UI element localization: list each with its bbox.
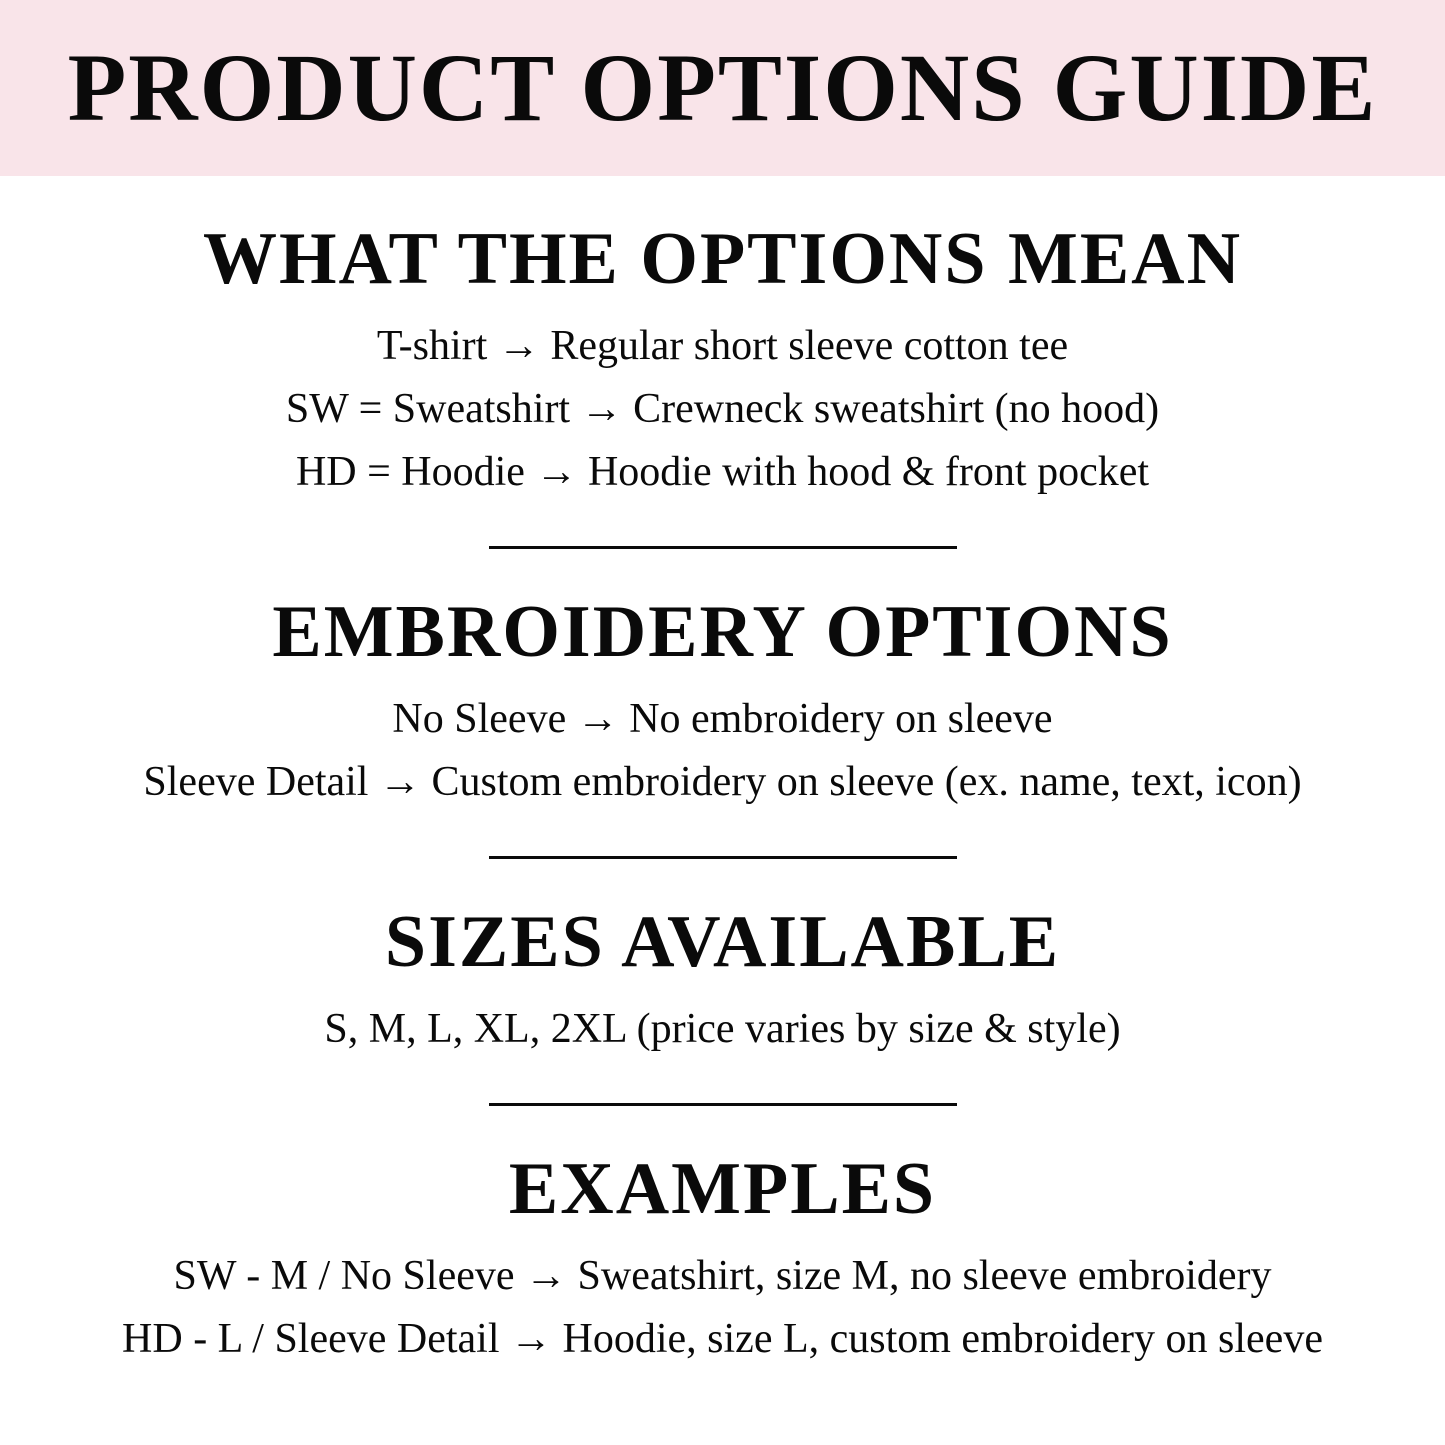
section-what-options-mean [0,218,1445,504]
option-line: Sleeve Detail → Custom embroidery on sleeve (ex. name, text, icon) [143,758,1302,805]
option-line: HD - L / Sleeve Detail → Hoodie, size L, custom embroidery on sleeve [122,1315,1323,1362]
guide-content [0,218,1445,1371]
option-line: HD = Hoodie → Hoodie with hood & front pocket [295,448,1150,495]
section-body [0,688,1445,814]
section-embroidery-options [0,591,1445,814]
section-heading: WHAT THE OPTIONS MEAN [202,218,1243,300]
option-line: SW = Sweatshirt → Crewneck sweatshirt (no hood) [285,385,1160,432]
section-heading: SIZES AVAILABLE [384,900,1061,983]
section-examples [0,1148,1445,1371]
page-banner [0,0,1445,176]
section-body [0,998,1445,1061]
option-line: T-shirt → Regular short sleeve cotton tee [376,322,1069,369]
section-divider [489,856,957,859]
option-line: SW - M / No Sleeve → Sweatshirt, size M, no sleeve embroidery [173,1252,1272,1299]
page-title: PRODUCT OPTIONS GUIDE [67,34,1378,141]
section-heading: EMBROIDERY OPTIONS [272,590,1173,673]
section-divider [489,1103,957,1106]
option-line: No Sleeve → No embroidery on sleeve [392,695,1053,742]
section-body [0,1245,1445,1371]
section-divider [489,546,957,549]
section-heading: EXAMPLES [508,1147,937,1230]
section-body [0,315,1445,504]
section-sizes-available [0,901,1445,1061]
option-line: S, M, L, XL, 2XL (price varies by size & style) [324,1005,1121,1052]
